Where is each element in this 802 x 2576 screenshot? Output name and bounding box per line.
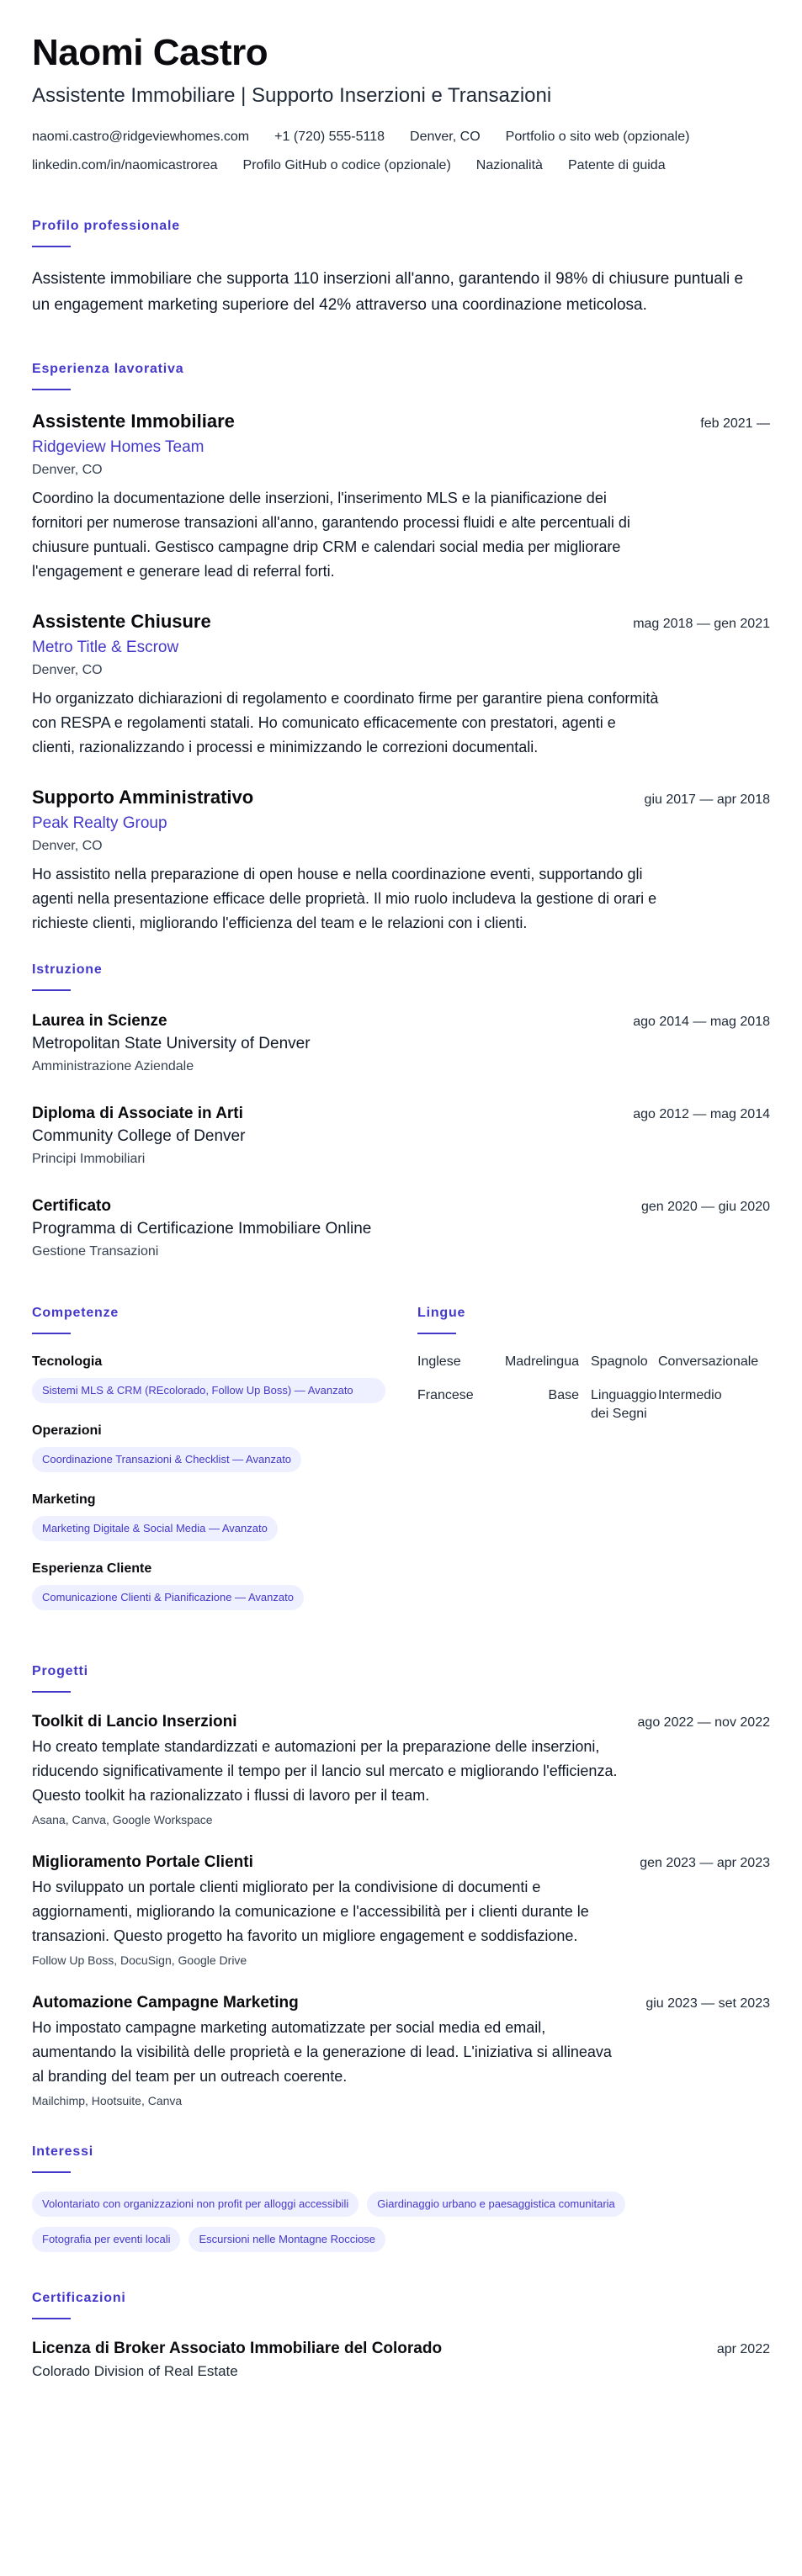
section-title: Profilo professionale [32,219,180,233]
job-location: Denver, CO [32,463,103,477]
certification-entry [32,2338,770,2382]
contact-license: Patente di guida [567,158,666,172]
resume-header [32,30,770,175]
job-title: Assistente Immobiliare [32,411,235,432]
section-title: Esperienza lavorativa [32,362,184,376]
project-date: ago 2022 — nov 2022 [637,1715,770,1730]
job-date: feb 2021 — [700,416,770,431]
skill-group [32,1422,385,1472]
project-name: Toolkit di Lancio Inserzioni [32,1713,237,1731]
skills-languages-row [32,1304,770,1629]
certification-name: Licenza di Broker Associato Immobiliare del Colorado [32,2340,443,2357]
education-section [32,961,770,1262]
language-name: Francese [417,1388,474,1402]
skill-category: Marketing [32,1492,96,1507]
job-title: Assistente Chiusure [32,611,211,632]
summary-text: Assistente immobiliare che supporta 110 inserzioni all'anno, garantendo il 98% di chiusure puntuali e un engagement marketing superiore del 42% attraverso una coordinazione meticolosa. [32,270,744,314]
job-description: Ho organizzato dichiarazioni di regolamento e coordinato firme per garantire piena conformità con RESPA e regolamenti statali. Ho comunicato efficacemente con prestatori, agenti e clienti, razionalizzando i processi e minimizzando le correzioni documentali. [32,690,659,755]
section-divider [417,1333,456,1334]
section-divider [32,389,71,390]
project-entry [32,1711,770,1828]
job-title: Supporto Amministrativo [32,787,254,808]
field-of-study: Principi Immobiliari [32,1152,146,1166]
institution-name: Metropolitan State University of Denver [32,1035,311,1052]
contact-location: Denver, CO [410,130,481,144]
contact-list [32,128,770,175]
project-date: gen 2023 — apr 2023 [640,1856,770,1870]
experience-entry [32,409,770,584]
project-tools: Follow Up Boss, DocuSign, Google Drive [32,1953,247,1967]
skill-category: Tecnologia [32,1354,103,1369]
job-description: Ho assistito nella preparazione di open house e nella coordinazione eventi, supportando gli agenti nella presentazione efficace delle proprietà. Il mio ruolo includeva la gestione di orari e richieste clienti, migliorando l'efficienza del team e le relazioni con i clienti. [32,866,657,931]
project-description: Ho impostato campagne marketing automatizzate per social media ed email, aumentando la visibilità delle proprietà e la generazione di lead. L'iniziativa si allineava al branding del team per un outreach coerente. [32,2019,612,2085]
section-divider [32,1691,71,1693]
project-tools: Asana, Canva, Google Workspace [32,1813,213,1826]
experience-entry [32,785,770,936]
project-name: Miglioramento Portale Clienti [32,1853,253,1871]
contact-nationality: Nazionalità [475,158,543,172]
interest-list [32,2192,756,2252]
language-level: Conversazionale [658,1354,759,1369]
company-name: Metro Title & Escrow [32,639,179,656]
contact-linkedin[interactable]: linkedin.com/in/naomicastrorea [32,158,218,172]
project-name: Automazione Campagne Marketing [32,1994,299,2012]
certifications-section [32,2289,770,2382]
interest-chip: Fotografia per eventi locali [32,2227,180,2252]
project-description: Ho creato template standardizzati e automazioni per la preparazione delle inserzioni, riducendo significativamente il tempo per il lancio sul mercato e migliorando l'efficienza. Questo toolkit ha razionalizzato i flussi di lavoro per il team. [32,1738,618,1804]
section-divider [32,2318,71,2319]
education-entry [32,1010,770,1077]
section-title: Progetti [32,1664,88,1678]
candidate-name: Naomi Castro [32,32,268,73]
education-entry [32,1195,770,1262]
skill-category: Operazioni [32,1423,102,1438]
education-date: ago 2014 — mag 2018 [633,1015,770,1029]
education-date: ago 2012 — mag 2014 [633,1107,770,1121]
project-entry [32,1852,770,1969]
section-divider [32,2171,71,2173]
candidate-headline: Assistente Immobiliare | Supporto Inserzioni e Transazioni [32,84,552,107]
languages-section [417,1304,770,1629]
education-entry [32,1102,770,1169]
certification-issuer: Colorado Division of Real Estate [32,2363,238,2379]
field-of-study: Gestione Transazioni [32,1244,159,1259]
job-date: mag 2018 — gen 2021 [633,617,770,631]
job-description: Coordino la documentazione delle inserzioni, l'inserimento MLS e la pianificazione dei fornitori per numerose transazioni all'anno, garantendo processi fluidi e alte percentuali di chiusure puntuali. Gestisco campagne drip CRM e calendari social media per migliorare l'engagement e generare lead di referral forti. [32,490,630,580]
section-title: Certificazioni [32,2291,126,2305]
interest-chip: Giardinaggio urbano e paesaggistica comunitaria [367,2192,625,2217]
language-level: Intermedio [658,1388,722,1402]
field-of-study: Amministrazione Aziendale [32,1059,194,1073]
company-name: Peak Realty Group [32,814,167,832]
project-date: giu 2023 — set 2023 [645,1996,770,2011]
language-row [417,1386,770,1423]
section-divider [32,246,71,247]
degree-title: Laurea in Scienze [32,1012,167,1030]
language-level: Madrelingua [504,1354,579,1369]
skill-chip: Comunicazione Clienti & Pianificazione — Avanzato [32,1585,304,1610]
skill-group [32,1560,385,1610]
projects-section [32,1662,770,2109]
institution-name: Programma di Certificazione Immobiliare Online [32,1220,372,1238]
skill-category: Esperienza Cliente [32,1561,152,1576]
summary-section [32,217,770,318]
section-divider [32,1333,71,1334]
contact-email[interactable]: naomi.castro@ridgeviewhomes.com [32,130,250,144]
contact-github[interactable]: Profilo GitHub o codice (opzionale) [242,158,451,172]
project-description: Ho sviluppato un portale clienti migliorato per la condivisione di documenti e aggiornamenti, migliorando la comunicazione e l'accessibilità per i clienti durante le transazioni. Questo progetto ha favorito un migliore engagement e soddisfazione. [32,1879,589,1944]
skill-group [32,1353,385,1403]
company-name: Ridgeview Homes Team [32,438,204,456]
language-name: Inglese [417,1354,461,1369]
language-level: Base [548,1388,579,1402]
degree-title: Certificato [32,1197,111,1215]
language-name: Spagnolo [591,1354,648,1369]
section-title: Lingue [417,1306,466,1320]
section-title: Competenze [32,1306,120,1320]
skills-section [32,1304,417,1629]
interest-chip: Volontariato con organizzazioni non profit per alloggi accessibili [32,2192,359,2217]
section-divider [32,989,71,991]
contact-phone[interactable]: +1 (720) 555-5118 [274,130,385,144]
interests-section [32,2143,770,2252]
project-tools: Mailchimp, Hootsuite, Canva [32,2094,183,2107]
skill-group [32,1491,385,1541]
section-title: Istruzione [32,962,103,977]
education-date: gen 2020 — giu 2020 [640,1200,770,1214]
institution-name: Community College of Denver [32,1127,246,1145]
experience-entry [32,609,770,760]
job-location: Denver, CO [32,839,103,853]
interest-chip: Escursioni nelle Montagne Rocciose [189,2227,385,2252]
language-row [417,1353,770,1371]
certification-date: apr 2022 [716,2342,770,2356]
skill-chip: Marketing Digitale & Social Media — Avanzato [32,1516,278,1541]
experience-section [32,360,770,936]
skill-chip: Coordinazione Transazioni & Checklist — Avanzato [32,1447,301,1472]
contact-portfolio[interactable]: Portfolio o sito web (opzionale) [505,130,690,144]
job-location: Denver, CO [32,663,103,677]
language-name: Linguaggio dei Segni [591,1388,657,1421]
section-title: Interessi [32,2144,94,2159]
degree-title: Diploma di Associate in Arti [32,1105,243,1122]
skill-chip: Sistemi MLS & CRM (REcolorado, Follow Up Boss) — Avanzato [32,1378,385,1403]
job-date: giu 2017 — apr 2018 [644,792,770,807]
project-entry [32,1992,770,2109]
